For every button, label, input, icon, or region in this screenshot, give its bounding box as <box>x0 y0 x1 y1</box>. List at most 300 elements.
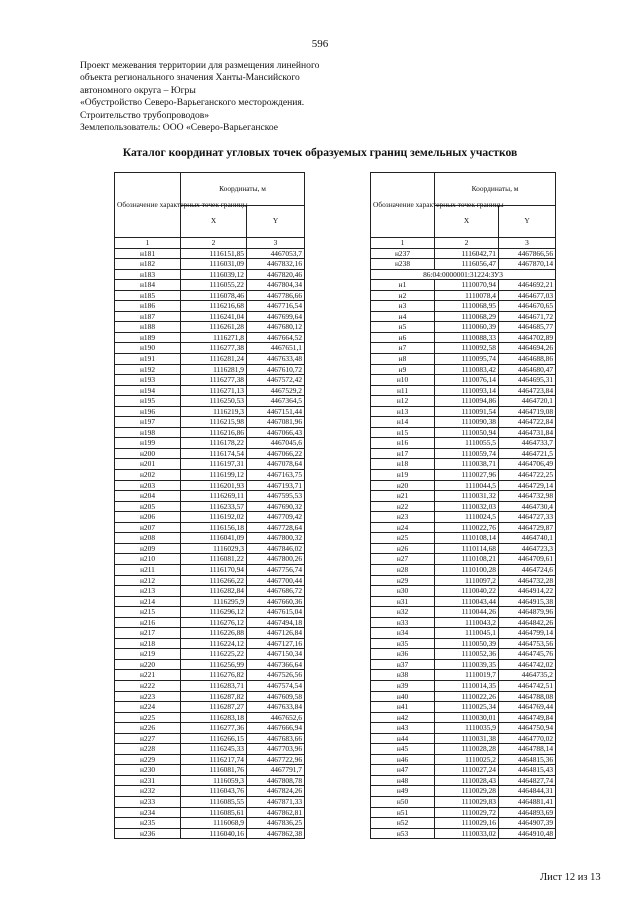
x-coordinate: 1110033,02 <box>435 828 499 839</box>
table-row <box>371 417 556 428</box>
point-id: н30 <box>371 586 435 597</box>
table-row <box>115 290 305 301</box>
header-line: Землепользователь: ООО «Северо-Варьеганское <box>80 122 279 134</box>
x-coordinate: 1116081,22 <box>181 554 247 565</box>
point-id: н197 <box>115 417 181 428</box>
y-coordinate: 4464881,41 <box>499 796 556 807</box>
x-coordinate: 1110093,14 <box>435 385 499 396</box>
y-coordinate: 4464680,47 <box>499 364 556 375</box>
header-line: автономного округа – Югры <box>80 84 196 96</box>
y-coordinate: 4467680,12 <box>247 322 305 333</box>
x-coordinate: 1110052,36 <box>435 649 499 660</box>
x-coordinate: 1116085,55 <box>181 796 247 807</box>
table-row <box>115 818 305 829</box>
table-row <box>115 680 305 691</box>
point-id: н187 <box>115 311 181 322</box>
left-table-body <box>115 248 305 839</box>
x-coordinate: 1116277,36 <box>181 723 247 734</box>
table-row <box>371 375 556 386</box>
x-coordinate: 1110108,21 <box>435 554 499 565</box>
table-row <box>115 280 305 291</box>
x-coordinate: 1110043,2 <box>435 617 499 628</box>
point-id: н19 <box>371 470 435 481</box>
x-coordinate: 1110029,83 <box>435 796 499 807</box>
x-coordinate: 1110031,38 <box>435 733 499 744</box>
y-coordinate: 4464769,44 <box>499 702 556 713</box>
y-coordinate: 4464745,76 <box>499 649 556 660</box>
point-id: н208 <box>115 533 181 544</box>
table-row <box>115 543 305 554</box>
point-id: н7 <box>371 343 435 354</box>
y-coordinate: 4464914,22 <box>499 586 556 597</box>
x-coordinate: 1116029,3 <box>181 543 247 554</box>
table-row <box>371 311 556 322</box>
point-id: н33 <box>371 617 435 628</box>
table-row <box>371 554 556 565</box>
y-coordinate: 4467526,56 <box>247 670 305 681</box>
y-coordinate: 4467824,26 <box>247 786 305 797</box>
point-id: н228 <box>115 744 181 755</box>
y-coordinate: 4467529,2 <box>247 385 305 396</box>
point-id: н2 <box>371 290 435 301</box>
point-id: н48 <box>371 775 435 786</box>
table-row <box>371 427 556 438</box>
point-id: н18 <box>371 459 435 470</box>
x-coordinate: 1116224,12 <box>181 638 247 649</box>
point-id: н204 <box>115 491 181 502</box>
table-row <box>371 712 556 723</box>
y-coordinate: 4464788,14 <box>499 744 556 755</box>
table-row <box>115 807 305 818</box>
x-coordinate: 1110025,2 <box>435 754 499 765</box>
table-row <box>115 702 305 713</box>
point-id: н23 <box>371 512 435 523</box>
x-coordinate: 1116199,12 <box>181 470 247 481</box>
y-coordinate: 4464702,89 <box>499 332 556 343</box>
point-id: н207 <box>115 522 181 533</box>
point-id: н232 <box>115 786 181 797</box>
y-coordinate: 4467820,46 <box>247 269 305 280</box>
y-coordinate: 4467700,44 <box>247 575 305 586</box>
table-row <box>371 354 556 365</box>
table-row <box>371 733 556 744</box>
point-id: н193 <box>115 375 181 386</box>
point-id: н14 <box>371 417 435 428</box>
x-coordinate: 1116245,33 <box>181 744 247 755</box>
coordinates-table-left <box>114 172 305 839</box>
x-coordinate: 1116178,22 <box>181 438 247 449</box>
point-id: н212 <box>115 575 181 586</box>
x-coordinate: 1110039,35 <box>435 659 499 670</box>
y-coordinate: 4467127,16 <box>247 638 305 649</box>
x-coordinate: 1110025,34 <box>435 702 499 713</box>
x-coordinate: 1116295,9 <box>181 596 247 607</box>
table-row <box>115 775 305 786</box>
table-row <box>371 543 556 554</box>
y-coordinate: 4464907,39 <box>499 818 556 829</box>
y-coordinate: 4464724,6 <box>499 564 556 575</box>
y-coordinate: 4464706,49 <box>499 459 556 470</box>
x-coordinate: 1110092,58 <box>435 343 499 354</box>
x-coordinate: 1110095,74 <box>435 354 499 365</box>
table-row <box>115 564 305 575</box>
header-line: «Обустройство Северо-Варьеганского месторождения. <box>80 97 305 109</box>
table-row <box>115 617 305 628</box>
table-row <box>371 649 556 660</box>
point-id: н200 <box>115 448 181 459</box>
x-coordinate: 1110030,01 <box>435 712 499 723</box>
y-coordinate: 4467728,64 <box>247 522 305 533</box>
table-row <box>115 354 305 365</box>
y-coordinate: 4467866,56 <box>499 248 556 259</box>
x-coordinate: 1110028,43 <box>435 775 499 786</box>
table-row <box>371 828 556 839</box>
point-id: н203 <box>115 480 181 491</box>
table-row <box>115 733 305 744</box>
table-row <box>371 659 556 670</box>
catalog-title: Каталог координат угловых точек образуемых границ земельных участков <box>122 146 518 159</box>
x-coordinate: 1116216,68 <box>181 301 247 312</box>
table-row <box>115 470 305 481</box>
x-coordinate: 1116078,46 <box>181 290 247 301</box>
table-row <box>371 259 556 270</box>
y-coordinate: 4467683,66 <box>247 733 305 744</box>
table-row <box>371 248 556 259</box>
point-id: н235 <box>115 818 181 829</box>
point-id: н219 <box>115 649 181 660</box>
x-coordinate: 1116039,12 <box>181 269 247 280</box>
x-coordinate: 1110094,86 <box>435 396 499 407</box>
y-coordinate: 4464677,03 <box>499 290 556 301</box>
x-header: X <box>435 205 499 238</box>
table-row <box>371 301 556 312</box>
point-id: н53 <box>371 828 435 839</box>
x-coordinate: 1110035,9 <box>435 723 499 734</box>
y-coordinate: 4464692,21 <box>499 280 556 291</box>
y-coordinate: 4467709,42 <box>247 512 305 523</box>
table-row <box>115 396 305 407</box>
x-coordinate: 1116151,85 <box>181 248 247 259</box>
y-coordinate: 4464910,48 <box>499 828 556 839</box>
table-row <box>371 754 556 765</box>
point-id: н186 <box>115 301 181 312</box>
table-row <box>115 343 305 354</box>
y-coordinate: 4467610,72 <box>247 364 305 375</box>
x-coordinate: 1116271,13 <box>181 385 247 396</box>
column-index: 2 <box>435 238 499 249</box>
point-id: н198 <box>115 427 181 438</box>
y-coordinate: 4467078,64 <box>247 459 305 470</box>
x-coordinate: 1116170,94 <box>181 564 247 575</box>
table-row <box>371 343 556 354</box>
point-id: н40 <box>371 691 435 702</box>
table-row <box>371 586 556 597</box>
x-coordinate: 1110050,94 <box>435 427 499 438</box>
x-coordinate: 1110029,72 <box>435 807 499 818</box>
x-coordinate: 1116283,71 <box>181 680 247 691</box>
y-coordinate: 4467786,66 <box>247 290 305 301</box>
x-coordinate: 1110068,29 <box>435 311 499 322</box>
x-coordinate: 1110100,28 <box>435 564 499 575</box>
x-coordinate: 1116081,76 <box>181 765 247 776</box>
column-index: 2 <box>181 238 247 249</box>
y-coordinate: 4464722,25 <box>499 470 556 481</box>
x-coordinate: 1116055,22 <box>181 280 247 291</box>
y-coordinate: 4467800,32 <box>247 533 305 544</box>
y-coordinate: 4464729,14 <box>499 480 556 491</box>
y-coordinate: 4464731,84 <box>499 427 556 438</box>
x-coordinate: 1110029,16 <box>435 818 499 829</box>
y-coordinate: 4464753,56 <box>499 638 556 649</box>
y-coordinate: 4464879,96 <box>499 607 556 618</box>
x-coordinate: 1116040,16 <box>181 828 247 839</box>
x-coordinate: 1110027,96 <box>435 470 499 481</box>
x-coordinate: 1110044,26 <box>435 607 499 618</box>
x-coordinate: 1116256,99 <box>181 659 247 670</box>
x-coordinate: 1116068,9 <box>181 818 247 829</box>
y-coordinate: 4464749,84 <box>499 712 556 723</box>
table-row <box>371 501 556 512</box>
point-id: н4 <box>371 311 435 322</box>
column-index: 1 <box>115 238 181 249</box>
y-coordinate: 4464670,65 <box>499 301 556 312</box>
table-row <box>371 364 556 375</box>
table-row <box>115 533 305 544</box>
table-row <box>371 459 556 470</box>
y-coordinate: 4467846,02 <box>247 543 305 554</box>
table-row <box>371 744 556 755</box>
x-coordinate: 1110019,7 <box>435 670 499 681</box>
x-coordinate: 1116261,28 <box>181 322 247 333</box>
point-id: н1 <box>371 280 435 291</box>
point-id: н188 <box>115 322 181 333</box>
table-row <box>115 248 305 259</box>
column-index: 3 <box>247 238 305 249</box>
x-coordinate: 1110070,94 <box>435 280 499 291</box>
x-coordinate: 1110055,5 <box>435 438 499 449</box>
table-row <box>371 322 556 333</box>
point-id: н218 <box>115 638 181 649</box>
point-id: н12 <box>371 396 435 407</box>
table-row <box>115 723 305 734</box>
x-coordinate: 1116266,22 <box>181 575 247 586</box>
y-coordinate: 4467150,34 <box>247 649 305 660</box>
table-row <box>115 596 305 607</box>
table-row <box>115 607 305 618</box>
y-coordinate: 4464719,08 <box>499 406 556 417</box>
y-coordinate: 4467494,18 <box>247 617 305 628</box>
y-coordinate: 4467572,42 <box>247 375 305 386</box>
point-id: н184 <box>115 280 181 291</box>
point-id: н3 <box>371 301 435 312</box>
table-row <box>115 765 305 776</box>
page-number: 596 <box>311 38 329 50</box>
table-row <box>115 786 305 797</box>
point-id: н238 <box>371 259 435 270</box>
x-coordinate: 1116226,88 <box>181 628 247 639</box>
y-coordinate: 4464844,31 <box>499 786 556 797</box>
table-row <box>371 638 556 649</box>
y-coordinate: 4467666,94 <box>247 723 305 734</box>
point-id: н183 <box>115 269 181 280</box>
point-id: н196 <box>115 406 181 417</box>
table-row <box>115 448 305 459</box>
table-row <box>371 575 556 586</box>
x-coordinate: 1116216,86 <box>181 427 247 438</box>
table-row <box>115 480 305 491</box>
x-coordinate: 1110090,38 <box>435 417 499 428</box>
x-coordinate: 1116174,54 <box>181 448 247 459</box>
y-coordinate: 4467126,84 <box>247 628 305 639</box>
x-coordinate: 1116225,22 <box>181 649 247 660</box>
point-id: н29 <box>371 575 435 586</box>
y-coordinate: 4467066,22 <box>247 448 305 459</box>
x-coordinate: 1116217,74 <box>181 754 247 765</box>
point-id: н41 <box>371 702 435 713</box>
y-coordinate: 4467686,72 <box>247 586 305 597</box>
point-id: н15 <box>371 427 435 438</box>
table-row <box>115 522 305 533</box>
coordinates-header: Координаты, м <box>435 173 556 206</box>
x-coordinate: 1116042,71 <box>435 248 499 259</box>
point-id: н222 <box>115 680 181 691</box>
y-coordinate: 4467366,64 <box>247 659 305 670</box>
header-line: объекта регионального значения Ханты-Мансийского <box>80 72 300 84</box>
y-coordinate: 4464721,5 <box>499 448 556 459</box>
point-id: н9 <box>371 364 435 375</box>
x-coordinate: 1116201,93 <box>181 480 247 491</box>
y-coordinate: 4467690,32 <box>247 501 305 512</box>
x-coordinate: 1116031,09 <box>181 259 247 270</box>
x-coordinate: 1116156,18 <box>181 522 247 533</box>
table-row <box>371 480 556 491</box>
x-coordinate: 1116276,82 <box>181 670 247 681</box>
right-table-section <box>371 269 556 280</box>
table-row <box>115 512 305 523</box>
point-id: н34 <box>371 628 435 639</box>
point-id: н202 <box>115 470 181 481</box>
table-row <box>371 512 556 523</box>
y-coordinate: 4464740,1 <box>499 533 556 544</box>
coordinates-table-right <box>370 172 556 839</box>
table-row <box>371 596 556 607</box>
table-row <box>371 406 556 417</box>
y-coordinate: 4464722,84 <box>499 417 556 428</box>
point-id: н28 <box>371 564 435 575</box>
point-id: н181 <box>115 248 181 259</box>
point-id: н225 <box>115 712 181 723</box>
table-row <box>371 807 556 818</box>
point-id: н24 <box>371 522 435 533</box>
y-coordinate: 4467660,36 <box>247 596 305 607</box>
y-coordinate: 4467045,6 <box>247 438 305 449</box>
table-row <box>371 607 556 618</box>
table-row <box>115 554 305 565</box>
y-coordinate: 4464720,1 <box>499 396 556 407</box>
x-coordinate: 1116287,27 <box>181 702 247 713</box>
y-header: Y <box>499 205 556 238</box>
table-row <box>371 280 556 291</box>
point-id: н31 <box>371 596 435 607</box>
section-row <box>371 269 556 280</box>
y-coordinate: 4467756,74 <box>247 564 305 575</box>
x-coordinate: 1110076,14 <box>435 375 499 386</box>
x-coordinate: 1110022,76 <box>435 522 499 533</box>
table-row <box>115 438 305 449</box>
y-coordinate: 4467722,96 <box>247 754 305 765</box>
x-coordinate: 1116276,12 <box>181 617 247 628</box>
point-id: н32 <box>371 607 435 618</box>
point-id: н226 <box>115 723 181 734</box>
point-id: н37 <box>371 659 435 670</box>
x-coordinate: 1116281,24 <box>181 354 247 365</box>
y-coordinate: 4464788,08 <box>499 691 556 702</box>
x-coordinate: 1116271,8 <box>181 332 247 343</box>
table-row <box>115 638 305 649</box>
x-coordinate: 1116277,38 <box>181 375 247 386</box>
x-coordinate: 1110044,5 <box>435 480 499 491</box>
table-row <box>371 470 556 481</box>
coordinates-header: Координаты, м <box>181 173 305 206</box>
point-id: н229 <box>115 754 181 765</box>
point-id: н190 <box>115 343 181 354</box>
table-row <box>371 522 556 533</box>
table-row <box>115 670 305 681</box>
table-row <box>115 375 305 386</box>
table-row <box>115 491 305 502</box>
point-id: н35 <box>371 638 435 649</box>
x-coordinate: 1116192,02 <box>181 512 247 523</box>
y-coordinate: 4467066,43 <box>247 427 305 438</box>
y-coordinate: 4467703,96 <box>247 744 305 755</box>
table-row <box>115 385 305 396</box>
x-coordinate: 1116059,3 <box>181 775 247 786</box>
sheet-label: Лист 12 из 13 <box>540 872 601 883</box>
y-coordinate: 4467870,14 <box>499 259 556 270</box>
y-coordinate: 4467609,58 <box>247 691 305 702</box>
table-row <box>115 332 305 343</box>
point-id: н49 <box>371 786 435 797</box>
column-index: 3 <box>499 238 556 249</box>
point-id: н44 <box>371 733 435 744</box>
point-id: н233 <box>115 796 181 807</box>
y-coordinate: 4467652,6 <box>247 712 305 723</box>
header-line: Строительство трубопроводов» <box>80 109 210 121</box>
x-coordinate: 1116197,31 <box>181 459 247 470</box>
y-coordinate: 4464842,26 <box>499 617 556 628</box>
y-coordinate: 4467151,44 <box>247 406 305 417</box>
point-id: н231 <box>115 775 181 786</box>
point-id: н25 <box>371 533 435 544</box>
y-coordinate: 4467791,7 <box>247 765 305 776</box>
y-coordinate: 4464732,28 <box>499 575 556 586</box>
x-coordinate: 1110088,33 <box>435 332 499 343</box>
y-coordinate: 4467633,84 <box>247 702 305 713</box>
point-id: н211 <box>115 564 181 575</box>
x-coordinate: 1110114,68 <box>435 543 499 554</box>
x-coordinate: 1110059,74 <box>435 448 499 459</box>
y-coordinate: 4464733,7 <box>499 438 556 449</box>
y-coordinate: 4467574,54 <box>247 680 305 691</box>
table-row <box>115 796 305 807</box>
table-row <box>371 332 556 343</box>
point-id: н236 <box>115 828 181 839</box>
project-header <box>80 60 319 134</box>
x-coordinate: 1110028,28 <box>435 744 499 755</box>
point-id: н42 <box>371 712 435 723</box>
point-id: н220 <box>115 659 181 670</box>
x-coordinate: 1110029,28 <box>435 786 499 797</box>
